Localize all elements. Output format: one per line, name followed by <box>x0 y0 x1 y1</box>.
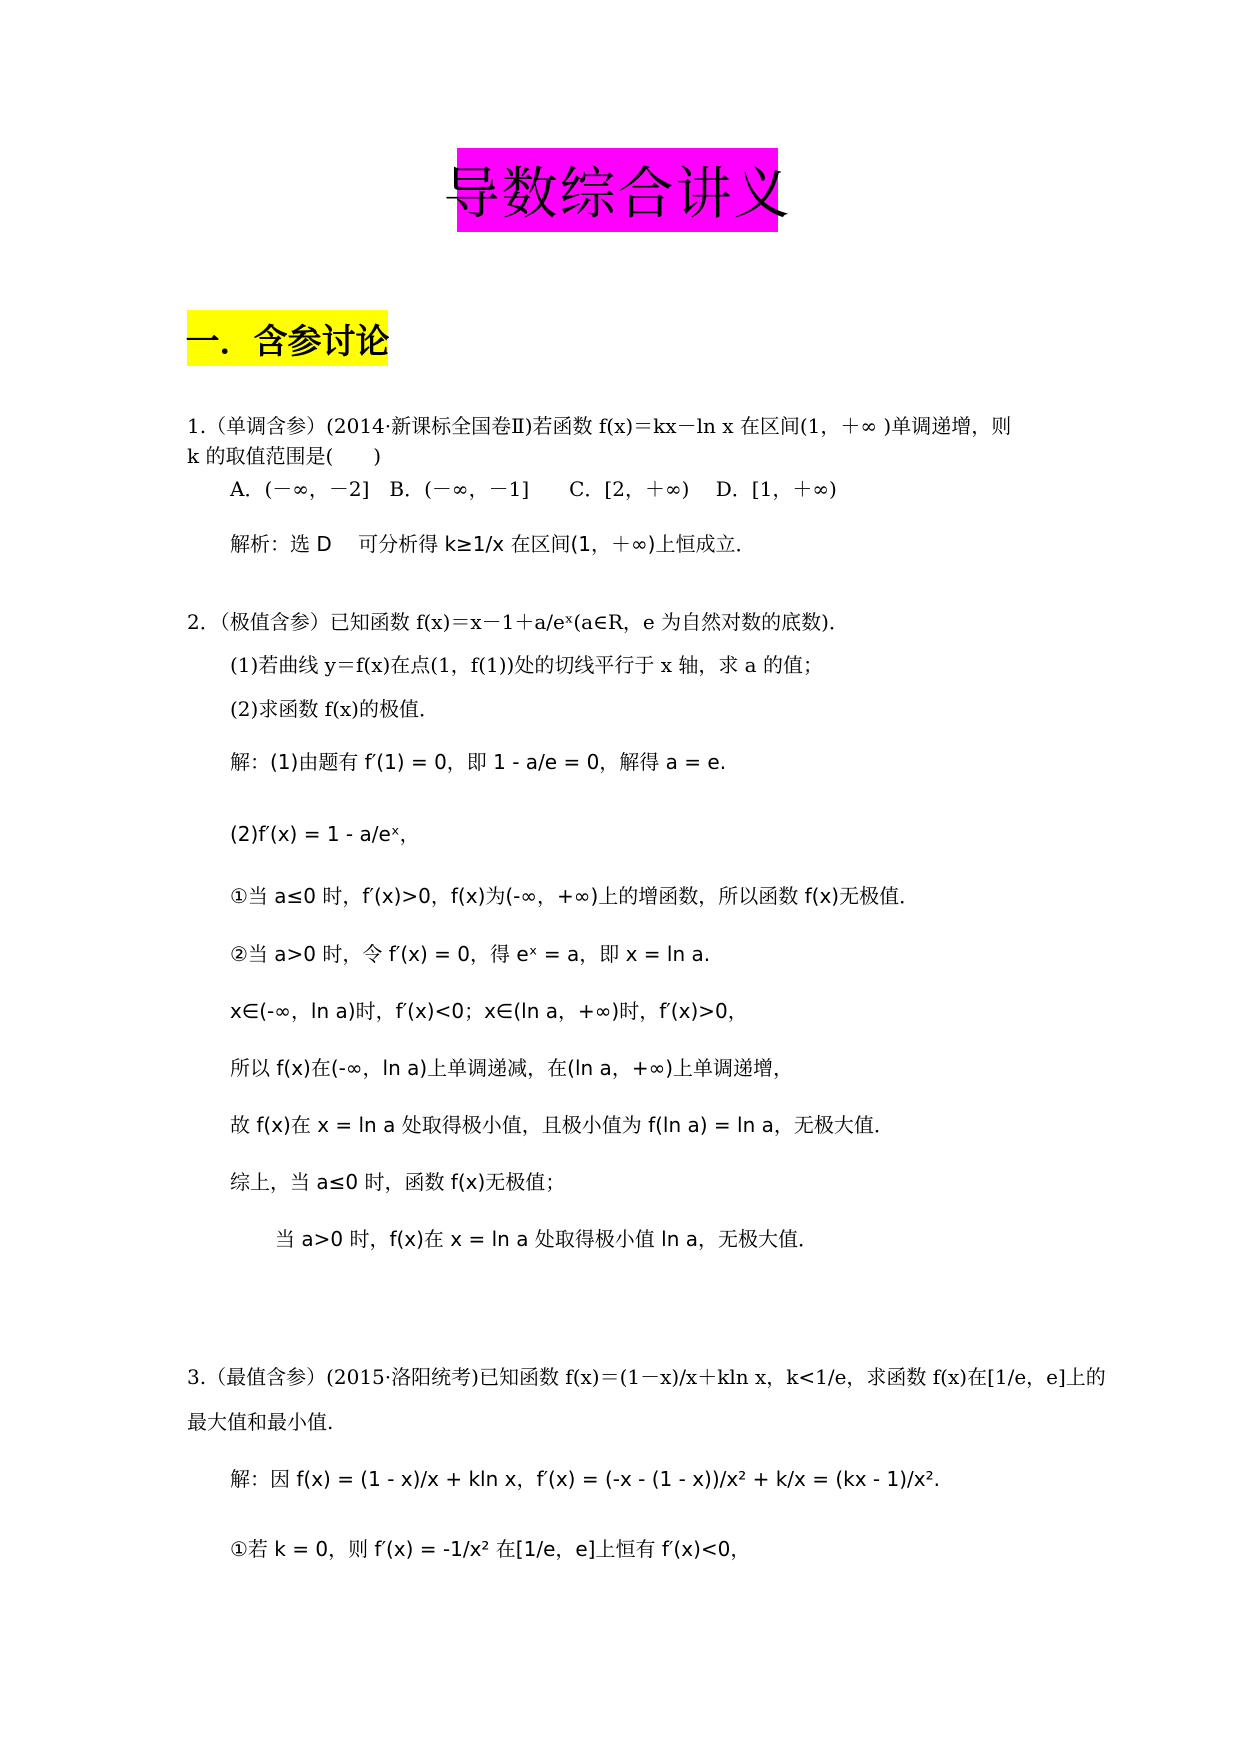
page-title: 导数综合讲义 <box>443 162 792 227</box>
q3-solution-2: ①若 k = 0，则 f′(x) = -1/x² 在[1/e，e]上恒有 f′(x)<0， <box>230 1537 751 1561</box>
q2-solution-7: 故 f(x)在 x = ln a 处取得极小值，且极小值为 f(ln a) = ln a，无极大值． <box>230 1113 894 1137</box>
q2-solution-5: x∈(-∞，ln a)时，f′(x)<0；x∈(ln a，+∞)时，f′(x)>0， <box>230 999 748 1023</box>
q1-options: A．(－∞，－2] B．(－∞，－1] C．[2，＋∞) D．[1，＋∞) <box>230 477 837 501</box>
section-heading: 一．含参讨论 <box>185 321 390 362</box>
section-banner <box>187 310 388 366</box>
q2-solution-2: (2)f′(x) = 1 - a/eˣ， <box>230 822 420 846</box>
q2-solution-4: ②当 a>0 时，令 f′(x) = 0，得 eˣ = a，即 x = ln a. <box>230 942 711 966</box>
q2-solution-9: 当 a>0 时，f(x)在 x = ln a 处取得极小值 ln a，无极大值． <box>275 1227 819 1251</box>
q2-part2: (2)求函数 f(x)的极值． <box>230 697 439 721</box>
q2-solution-6: 所以 f(x)在(-∞，ln a)上单调递减，在(ln a，+∞)上单调递增， <box>230 1056 794 1080</box>
q2-solution-8: 综上，当 a≤0 时，函数 f(x)无极值； <box>230 1170 566 1194</box>
q1-stem-line2: k 的取值范围是( ) <box>187 444 382 468</box>
q3-solution-1: 解：因 f(x) = (1 - x)/x + kln x，f′(x) = (-x - (1 - x))/x² + k/x = (kx - 1)/x². <box>230 1467 940 1491</box>
q2-part1: (1)若曲线 y＝f(x)在点(1，f(1))处的切线平行于 x 轴，求 a 的值； <box>230 653 823 677</box>
q2-stem: 2．（极值含参）已知函数 f(x)＝x－1＋a/eˣ(a∈R，e 为自然对数的底数)． <box>187 610 849 634</box>
q3-stem-line2: 最大值和最小值. <box>187 1410 334 1434</box>
q3-stem-line1: 3.（最值含参）(2015·洛阳统考)已知函数 f(x)＝(1－x)/x＋kln x，k<1/e，求函数 f(x)在[1/e，e]上的 <box>187 1365 1106 1389</box>
q1-solution: 解析：选 D 可分析得 k≥1/x 在区间(1，＋∞)上恒成立． <box>230 532 756 556</box>
title-banner <box>443 148 792 232</box>
q2-solution-1: 解：(1)由题有 f′(1) = 0，即 1 - a/e = 0，解得 a = e. <box>230 750 727 774</box>
q1-stem-line1: 1.（单调含参）(2014·新课标全国卷Ⅱ)若函数 f(x)＝kx－ln x 在区间(1，＋∞ )单调递增，则 <box>187 414 1012 438</box>
q2-solution-3: ①当 a≤0 时，f′(x)>0，f(x)为(-∞，+∞)上的增函数，所以函数 f(x)无极值． <box>230 884 920 908</box>
